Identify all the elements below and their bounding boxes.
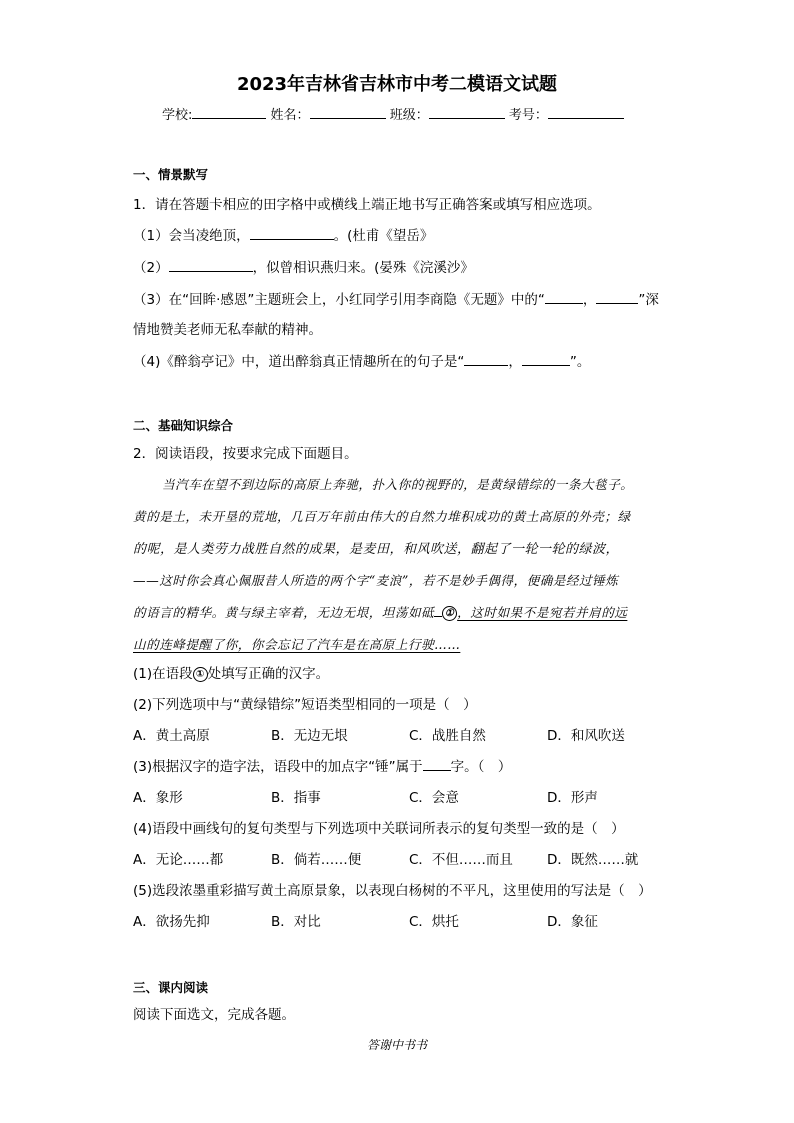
sub5-option-a[interactable]: A．欲扬先抑 [133,914,210,930]
sub4-option-b[interactable]: B．倘若……便 [271,852,362,868]
sub3-option-d[interactable]: D．形声 [547,790,598,806]
section3-stem: 阅读下面选文，完成各题。 [133,1007,295,1023]
section1-heading: 一、情景默写 [133,167,209,182]
sub4-option-a[interactable]: A．无论……都 [133,852,224,868]
passage-line-3: 的呢，是人类劳力战胜自然的成果，是麦田，和风吹送，翻起了一轮一轮的绿波， [133,542,620,557]
sub5-option-b[interactable]: B．对比 [271,914,321,930]
passage-line-5 [133,602,627,621]
school-label: 学校: [162,108,193,123]
passage-line-4: ——这时你会真心佩服昔人所造的两个字“麦浪”，若不是妙手偶得，便确是经过锤炼 [133,573,619,588]
q1-3-blank-1[interactable] [545,289,583,304]
passage-line-6-underlined: 山的连峰提醒了你，你会忘记了汽车是在高原上行驶…… [133,637,461,652]
q1-2-text: （2） [133,260,169,276]
section3-heading: 三、课内阅读 [133,980,209,995]
passage-blank-1[interactable] [434,604,442,617]
passage-line-1: 当汽车在望不到边际的高原上奔驰，扑入你的视野的，是黄绿错综的一条大毯子。 [162,477,634,492]
q1-4-end: ”。 [569,354,591,370]
sub4-option-c[interactable]: C．不但……而且 [409,852,513,868]
sub-question-1 [133,662,329,682]
blank-marker-ref: ① [193,667,208,682]
sub5-options [133,910,693,928]
sub3-option-a[interactable]: A．象形 [133,790,183,806]
sub2-options [133,724,693,742]
blank-marker-1: ① [442,606,457,621]
sub3-options [133,786,693,804]
sub2-option-b[interactable]: B．无边无垠 [271,728,348,744]
q1-1-text: （1）会当凌绝顶， [133,228,250,244]
sub3-option-c[interactable]: C．会意 [409,790,459,806]
q1-4-blank-1[interactable] [464,351,508,366]
q1-3 [133,288,659,308]
sub-question-3 [133,755,511,775]
q1-4-comma: ， [508,354,522,370]
q1-1-source: 。(杜甫《望岳》 [333,228,434,244]
q1-3-text: （3）在“回眸·感恩”主题班会上，小红同学引用李商隐《无题》中的“ [133,292,545,308]
q1-4-text: （4)《醉翁亭记》中，道出醉翁真正情趣所在的句子是“ [133,354,465,370]
sub2-option-a[interactable]: A．黄土高原 [133,728,210,744]
q1-3-blank-2[interactable] [596,289,638,304]
sub-question-5: (5)选段浓墨重彩描写黄土高原景象，以表现白杨树的不平凡，这里使用的写法是（ ） [133,883,652,899]
q1-3-line2: 情地赞美老师无私奉献的精神。 [133,322,322,338]
section2-heading: 二、基础知识综合 [133,418,234,433]
sub-question-4: (4)语段中画线句的复句类型与下列选项中关联词所表示的复句类型一致的是（ ） [133,821,625,837]
passage-title: 答谢中书书 [366,1038,427,1052]
sub3-text: (3)根据汉字的造字法，语段中的加点字“锤”属于 [133,759,423,775]
sub-question-2: (2)下列选项中与“黄绿错综”短语类型相同的一项是（ ） [133,697,477,713]
sub4-options [133,848,693,866]
sub3-text-b: 字。（ ） [450,759,512,775]
exam-no-blank[interactable] [548,105,624,119]
sub1-text: (1)在语段 [133,666,193,682]
q1-2-blank[interactable] [169,257,253,272]
passage-line-5-a: 的语言的精华。黄与绿主宰着，无边无垠，坦荡如砥 [133,605,435,620]
q1-1 [133,224,433,244]
q1-stem: 1．请在答题卡相应的田字格中或横线上端正地书写正确答案或填写相应选项。 [133,197,601,213]
q1-2 [133,256,474,276]
sub1-text-b: 处填写正确的汉字。 [207,666,330,682]
class-label: 班级： [389,108,429,123]
class-blank[interactable] [429,105,505,119]
sub2-option-c[interactable]: C．战胜自然 [409,728,486,744]
q1-4-blank-2[interactable] [522,351,570,366]
sub3-blank[interactable] [423,756,451,771]
passage-line-2: 黄的是土，未开垦的荒地，几百万年前由伟大的自然力堆积成功的黄土高原的外壳；绿 [133,509,631,524]
q1-3-comma: ， [582,292,597,308]
q1-1-blank[interactable] [250,225,334,240]
name-blank[interactable] [310,105,386,119]
passage-line-6 [133,634,460,653]
sub5-option-d[interactable]: D．象征 [547,914,598,930]
q1-3-end: ”深 [638,292,659,308]
q2-stem: 2．阅读语段，按要求完成下面题目。 [133,446,358,462]
school-blank[interactable] [192,105,266,119]
student-info-row [162,104,624,123]
sub5-option-c[interactable]: C．烘托 [409,914,459,930]
name-label: 姓名： [270,108,310,123]
q1-2-source: ，似曾相识燕归来。(晏殊《浣溪沙》 [252,260,474,276]
sub2-option-d[interactable]: D．和风吹送 [547,728,625,744]
page-title: 2023年吉林省吉林市中考二模语文试题 [236,74,558,95]
q1-4 [133,350,590,370]
sub4-option-d[interactable]: D．既然……就 [547,852,639,868]
exam-no-label: 考号： [508,108,548,123]
passage-line-5-underlined: ，这时如果不是宛若并肩的远 [457,605,628,620]
sub3-option-b[interactable]: B．指事 [271,790,321,806]
